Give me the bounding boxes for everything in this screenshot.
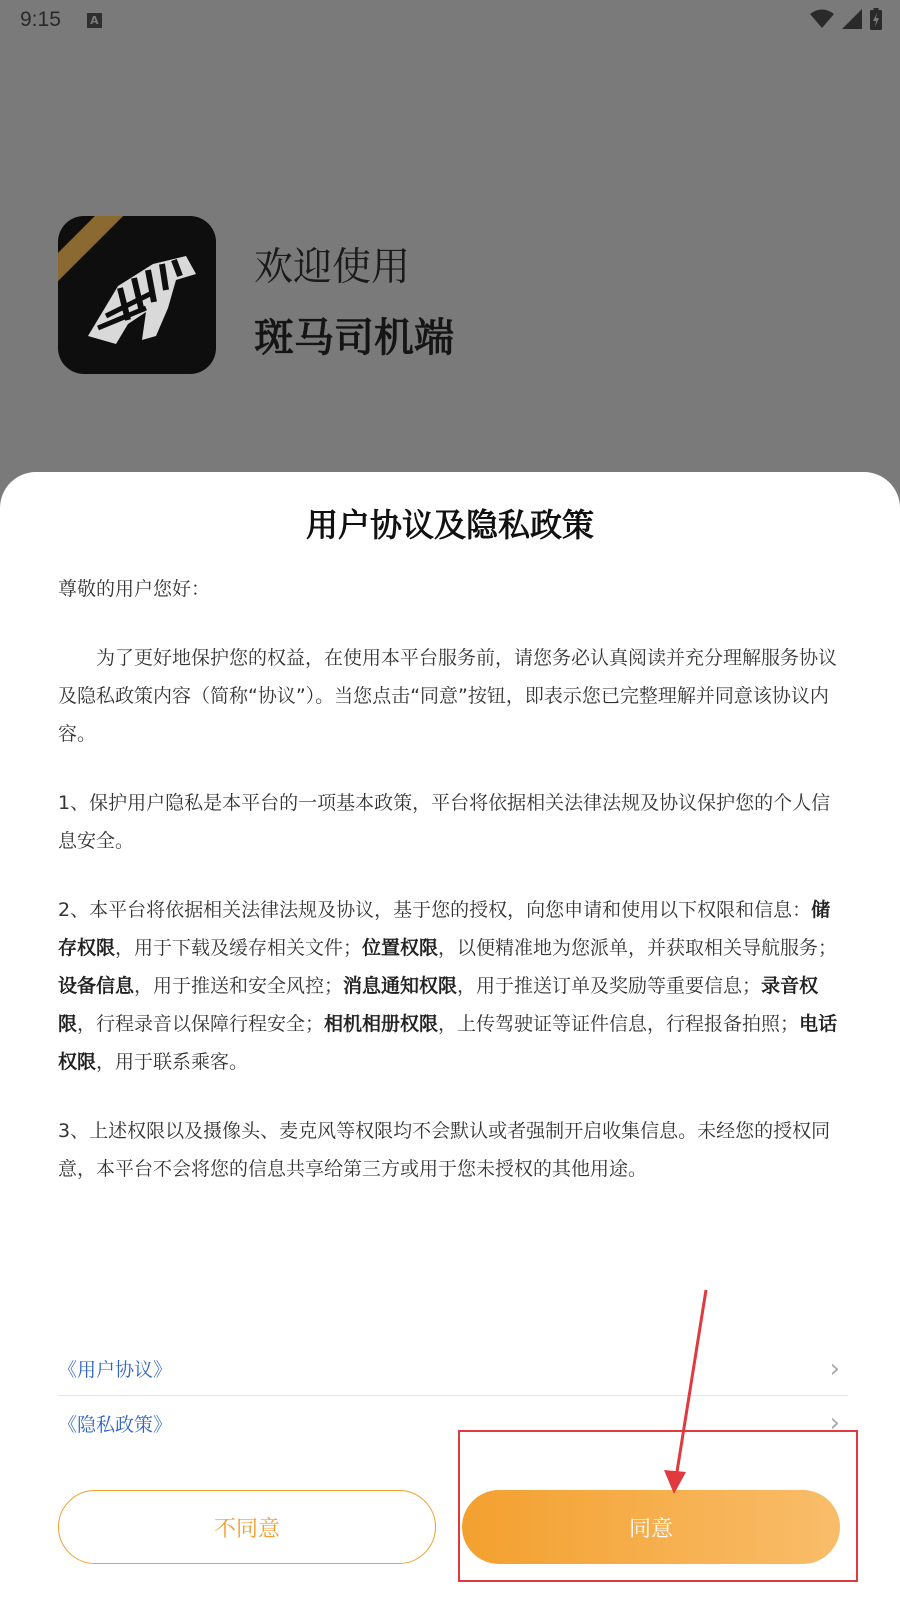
status-icons	[810, 8, 882, 30]
item-1-paragraph: 1、保护用户隐私是本平台的一项基本政策，平台将依据相关法律法规及协议保护您的个人信息安全。	[58, 792, 831, 852]
zebra-logo-icon	[58, 216, 216, 374]
annotation-highlight-box	[458, 1430, 858, 1582]
agree-button[interactable]: 同意	[462, 1490, 840, 1564]
app-logo	[58, 216, 216, 374]
intro-paragraph: 为了更好地保护您的权益，在使用本平台服务前，请您务必认真阅读并充分理解服务协议及隐私政策内容（简称“协议”）。当您点击“同意”按钮，即表示您已完整理解并同意该协议内容。	[58, 647, 838, 745]
chevron-right-icon: ›	[829, 1353, 840, 1384]
cellular-signal-icon	[842, 9, 862, 29]
user-agreement-link[interactable]	[58, 1342, 848, 1396]
item-2-paragraph: 2、本平台将依据相关法律法规及协议，基于您的授权，向您申请和使用以下权限和信息：储存权限，用于下载及缓存相关文件；位置权限，以便精准地为您派单，并获取相关导航服务；设备信息，用于推送和安全风控；消息通知权限，用于推送订单及奖励等重要信息；录音权限，行程录音以保障行程安全；相机相册权限，上传驾驶证等证件信息，行程报备拍照；电话权限，用于联系乘客。	[58, 899, 838, 1073]
greeting-text: 尊敬的用户您好：	[58, 578, 211, 600]
notification-icon: A	[87, 13, 102, 28]
privacy-policy-label: 《隐私政策》	[58, 1413, 173, 1436]
chevron-right-icon: ›	[829, 1408, 840, 1438]
app-name: 斑马司机端	[254, 315, 454, 361]
status-bar	[0, 0, 900, 40]
item-3-paragraph: 3、上述权限以及摄像头、麦克风等权限均不会默认或者强制开启收集信息。未经您的授权同意，本平台不会将您的信息共享给第三方或用于您未授权的其他用途。	[58, 1120, 831, 1180]
disagree-button[interactable]: 不同意	[58, 1490, 436, 1564]
user-agreement-label: 《用户协议》	[58, 1359, 173, 1381]
status-time: 9:15	[20, 8, 61, 31]
wifi-icon	[810, 9, 834, 29]
dialog-title: 用户协议及隐私政策	[305, 506, 594, 544]
battery-charging-icon	[870, 8, 882, 30]
welcome-text: 欢迎使用	[254, 245, 411, 290]
dialog-content	[58, 570, 848, 1219]
